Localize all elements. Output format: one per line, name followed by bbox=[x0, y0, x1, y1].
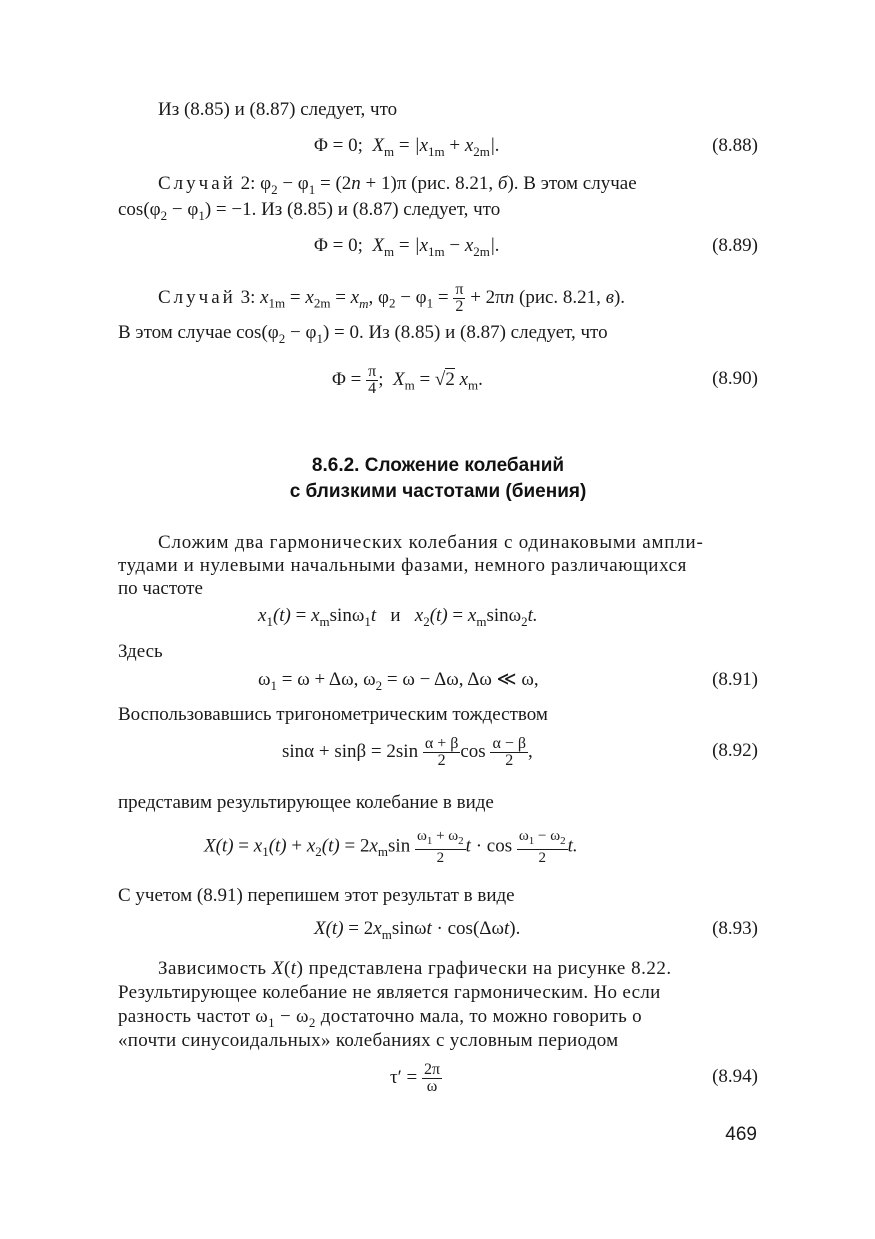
equation-8-92 bbox=[118, 736, 758, 782]
equation-8-91 bbox=[118, 665, 758, 705]
section-heading-line-1: 8.6.2. Сложение колебаний bbox=[311, 455, 565, 476]
equation-body: $X(t) = 2x_m\sin\omega t \cdot \cos(\Delta\omega t)$. bbox=[314, 918, 521, 942]
dependency-line-3: разность частот $\omega_1 - \omega_2$ достаточно мала, то можно говорить о bbox=[118, 1006, 642, 1030]
equation-body: Φ = $\frac{\pi}{4}$ ; $X_m = √2$ $x_m$. bbox=[332, 363, 483, 397]
equation-8-88 bbox=[118, 131, 758, 171]
intro-text: Из (8.85) и (8.87) следует, что bbox=[158, 99, 398, 120]
paragraph-sum-line-3: по частоте bbox=[118, 578, 203, 599]
equation-number: (8.94) bbox=[712, 1066, 758, 1087]
page-number: 469 bbox=[725, 1124, 757, 1145]
paragraph-sum-line-2: тудами и нулевыми начальными фазами, немного различающихся bbox=[118, 555, 687, 576]
equation-number: (8.90) bbox=[712, 368, 758, 389]
equation-8-94 bbox=[118, 1062, 758, 1108]
paragraph-sum-line-1: Сложим два гармонических колебания с одинаковыми ампли- bbox=[158, 532, 704, 553]
dependency-line-2: Результирующее колебание не является гармоническим. Но если bbox=[118, 982, 661, 1003]
equation-number: (8.93) bbox=[712, 918, 758, 939]
equation-body: sinα + sinβ = 2sin $\frac{\alpha + \beta}{2}$ cos $\frac{\alpha - \beta}{2}$ , bbox=[282, 735, 533, 769]
equation-8-90 bbox=[118, 364, 758, 410]
dependency-line-1: Зависимость X(t) представлена графически на рисунке 8.22. bbox=[158, 958, 672, 979]
rewrite-text: С учетом (8.91) перепишем этот результат в виде bbox=[118, 885, 515, 906]
equation-result bbox=[118, 828, 758, 874]
equation-body: Φ = 0; $X_m = |x_{1m} - x_{2m}|$. bbox=[314, 235, 500, 259]
here-text: Здесь bbox=[118, 641, 163, 662]
equation-8-89 bbox=[118, 231, 758, 271]
equation-body: τ′ = $\frac{2\pi}{\omega}$ bbox=[390, 1061, 441, 1095]
equation-body: Φ = 0; $X_m = |x_{1m} + x_{2m}|$. bbox=[314, 135, 500, 159]
equation-body: $x_1(t) = x_m\sin\omega_1t$ и $x_2(t) = x_m\sin\omega_2t$. bbox=[258, 605, 538, 629]
dependency-line-4: «почти синусоидальных» колебаниях с условным периодом bbox=[118, 1030, 619, 1051]
using-identity-text: Воспользовавшись тригонометрическим тождеством bbox=[118, 704, 548, 725]
equation-number: (8.88) bbox=[712, 135, 758, 156]
equation-body: $X(t) = x_1(t) + x_2(t) = 2x_m\sin$ $\frac{\omega_1 + \omega_2}{2}$ t · cos $\frac{\omega_1 - \omega_2}{2}$ t. bbox=[204, 828, 578, 866]
represent-text: представим результирующее колебание в виде bbox=[118, 792, 494, 813]
case-2-line-1: Случай 2: $\varphi_2 - \varphi_1 = (2n + 1)\pi$ (рис. 8.21, б). В этом случае bbox=[158, 173, 637, 197]
equation-body: $\omega_1 = \omega + \Delta\omega$, $\omega_2 = \omega - \Delta\omega$, Δω ≪ ω, bbox=[258, 669, 539, 693]
case-2-line-2: $\cos(\varphi_2 - \varphi_1) = -1$. Из (8.85) и (8.87) следует, что bbox=[118, 199, 501, 223]
equation-8-93 bbox=[118, 914, 758, 954]
case-3-line-1: Случай 3: $x_{1m} = x_{2m} = x_m$, $\varphi_2 - \varphi_1$ = $\frac{\pi}{2}$ + 2πn (рис. 8.21, в). bbox=[158, 281, 626, 315]
equation-number: (8.89) bbox=[712, 235, 758, 256]
equation-number: (8.92) bbox=[712, 740, 758, 761]
equation-number: (8.91) bbox=[712, 669, 758, 690]
equation-x1-x2 bbox=[118, 601, 758, 641]
section-heading-line-2: с близкими частотами (биения) bbox=[289, 481, 587, 502]
case-3-line-2: В этом случае $\cos(\varphi_2 - \varphi_1) = 0$. Из (8.85) и (8.87) следует, что bbox=[118, 322, 608, 346]
